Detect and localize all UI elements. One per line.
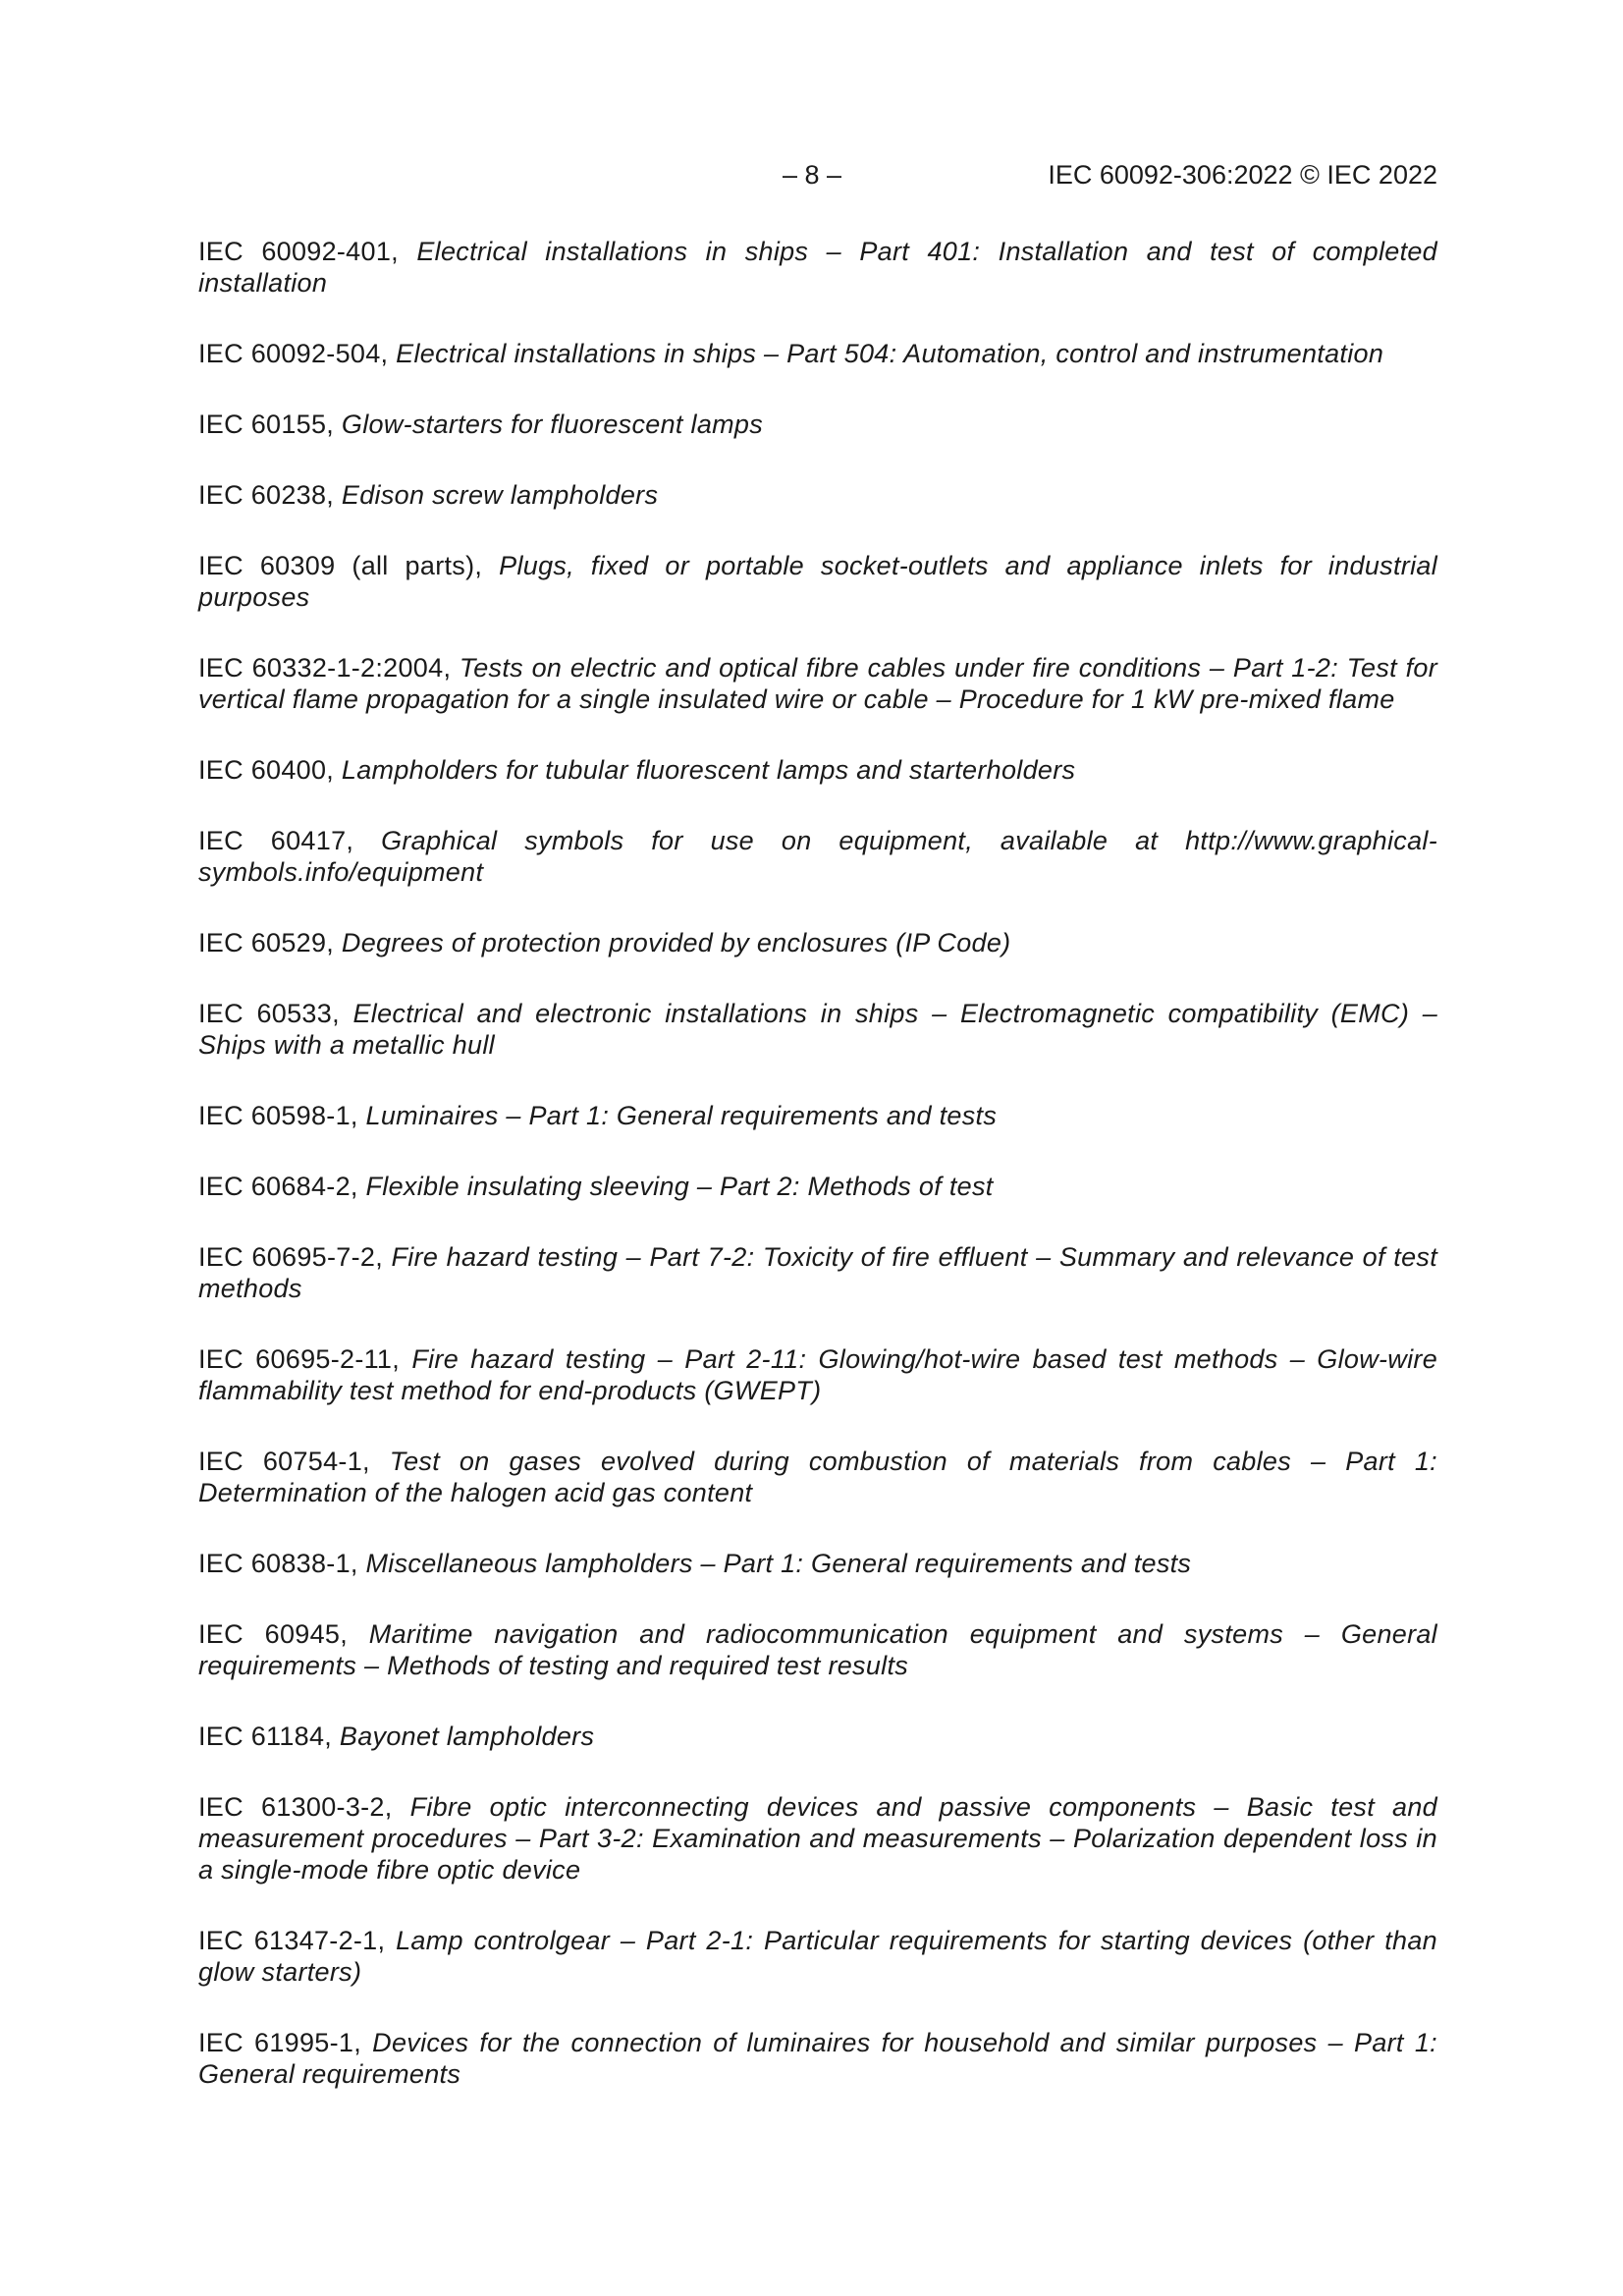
reference-title: Electrical and electronic installations in ships – Electromagnetic compatibility (EMC) – Ships with a metallic hull — [198, 999, 1438, 1060]
reference-code: IEC 60417 — [198, 826, 347, 855]
reference-entry: IEC 60684-2, Flexible insulating sleeving – Part 2: Methods of test — [198, 1172, 994, 1201]
reference-code: IEC 61347-2-1 — [198, 1926, 378, 1955]
reference-title: Plugs, fixed or portable socket-outlets and appliance inlets for industrial purposes — [198, 551, 1437, 612]
page-number: – 8 – — [783, 160, 842, 190]
reference-title: Fibre optic interconnecting devices and passive components – Basic test and measurement procedures – Part 3-2: Examination and measurements – Polarization dependent loss in a single-mode fibre optic device — [198, 1792, 1437, 1885]
reference-code: IEC 60533 — [198, 999, 333, 1028]
reference-entry: IEC 60092-504, Electrical installations in ships – Part 504: Automation, control and instrumentation — [198, 339, 1384, 368]
reference-entry: IEC 60238, Edison screw lampholders — [198, 480, 659, 510]
reference-code: IEC 60754-1 — [198, 1447, 363, 1476]
normative-references-list — [198, 236, 1437, 2129]
reference-entry: IEC 61184, Bayonet lampholders — [198, 1722, 595, 1751]
reference-title: Lamp controlgear – Part 2-1: Particular requirements for starting devices (other than glow starters) — [198, 1926, 1437, 1987]
reference-title: Lampholders for tubular fluorescent lamps and starterholders — [341, 755, 1076, 785]
reference-entry: IEC 60309 (all parts), Plugs, fixed or portable socket-outlets and appliance inlets for industrial purposes — [198, 551, 1437, 612]
reference-entry: IEC 60754-1, Test on gases evolved during combustion of materials from cables – Part 1: Determination of the halogen acid gas content — [198, 1447, 1437, 1507]
reference-title: Bayonet lampholders — [339, 1722, 595, 1751]
reference-code: IEC 60684-2 — [198, 1172, 351, 1201]
reference-entry: IEC 61347-2-1, Lamp controlgear – Part 2-1: Particular requirements for starting devices (other than glow starters) — [198, 1926, 1437, 1987]
reference-entry: IEC 60092-401, Electrical installations in ships – Part 401: Installation and test of completed installation — [198, 237, 1437, 298]
reference-entry: IEC 60945, Maritime navigation and radiocommunication equipment and systems – General requirements – Methods of testing and required test results — [198, 1619, 1437, 1680]
reference-code: IEC 60238 — [198, 480, 327, 510]
reference-code: IEC 60695-7-2 — [198, 1242, 376, 1272]
reference-title: Luminaires – Part 1: General requirements and tests — [365, 1101, 998, 1130]
reference-title: Edison screw lampholders — [341, 480, 659, 510]
page-header — [198, 157, 1437, 192]
reference-title: Fire hazard testing – Part 2-11: Glowing/hot-wire based test methods – Glow-wire flammability test method for end-products (GWEPT) — [198, 1344, 1438, 1405]
reference-code: IEC 60598-1 — [198, 1101, 351, 1130]
reference-entry: IEC 61995-1, Devices for the connection of luminaires for household and similar purposes – Part 1: General requirements — [198, 2028, 1437, 2089]
reference-title: Devices for the connection of luminaires for household and similar purposes – Part 1: General requirements — [198, 2028, 1437, 2089]
reference-code: IEC 60092-401 — [198, 237, 392, 266]
reference-code: IEC 60400 — [198, 755, 327, 785]
reference-code: IEC 61184 — [198, 1722, 325, 1751]
reference-code: IEC 60529 — [198, 928, 327, 957]
reference-entry: IEC 60400, Lampholders for tubular fluorescent lamps and starterholders — [198, 755, 1076, 785]
reference-entry: IEC 61300-3-2, Fibre optic interconnecting devices and passive components – Basic test and measurement procedures – Part 3-2: Examination and measurements – Polarization dependent loss in a single-mode fibre optic device — [198, 1792, 1437, 1885]
reference-entry: IEC 60838-1, Miscellaneous lampholders – Part 1: General requirements and tests — [198, 1549, 1192, 1578]
reference-title: Test on gases evolved during combustion of materials from cables – Part 1: Determination of the halogen acid gas content — [198, 1447, 1437, 1507]
document-identifier: IEC 60092-306:2022 © IEC 2022 — [1048, 160, 1437, 190]
reference-title: Flexible insulating sleeving – Part 2: Methods of test — [365, 1172, 994, 1201]
reference-code: IEC 61995-1 — [198, 2028, 354, 2057]
reference-title: Glow-starters for fluorescent lamps — [341, 410, 764, 439]
reference-entry: IEC 60598-1, Luminaires – Part 1: General requirements and tests — [198, 1101, 998, 1130]
reference-code: IEC 60309 (all parts) — [198, 551, 475, 580]
reference-entry: IEC 60695-7-2, Fire hazard testing – Part 7-2: Toxicity of fire effluent – Summary and relevance of test methods — [198, 1242, 1437, 1303]
reference-code: IEC 60945 — [198, 1619, 341, 1649]
reference-title: Miscellaneous lampholders – Part 1: General requirements and tests — [365, 1549, 1192, 1578]
reference-title: Maritime navigation and radiocommunication equipment and systems – General requirements – Methods of testing and required test results — [198, 1619, 1437, 1680]
reference-entry: IEC 60417, Graphical symbols for use on equipment, available at http://www.graphical-symbols.info/equipment — [198, 826, 1437, 887]
reference-code: IEC 60155 — [198, 410, 327, 439]
reference-title: Tests on electric and optical fibre cables under fire conditions – Part 1-2: Test for vertical flame propagation for a single insulated wire or cable – Procedure for 1 kW pre-mixed flame — [198, 653, 1437, 714]
reference-entry: IEC 60332-1-2:2004, Tests on electric and optical fibre cables under fire conditions – Part 1-2: Test for vertical flame propagation for a single insulated wire or cable – Procedure for 1 kW pre-mixed flame — [198, 653, 1437, 714]
reference-code: IEC 61300-3-2 — [198, 1792, 385, 1822]
reference-entry: IEC 60529, Degrees of protection provided by enclosures (IP Code) — [198, 928, 1011, 957]
reference-entry: IEC 60533, Electrical and electronic installations in ships – Electromagnetic compatibility (EMC) – Ships with a metallic hull — [198, 999, 1438, 1060]
reference-entry: IEC 60155, Glow-starters for fluorescent lamps — [198, 410, 764, 439]
reference-code: IEC 60092-504 — [198, 339, 381, 368]
reference-title: Degrees of protection provided by enclosures (IP Code) — [341, 928, 1011, 957]
reference-code: IEC 60332-1-2:2004 — [198, 653, 444, 683]
reference-entry: IEC 60695-2-11, Fire hazard testing – Part 2-11: Glowing/hot-wire based test methods – Glow-wire flammability test method for end-products (GWEPT) — [198, 1344, 1438, 1405]
reference-title: Fire hazard testing – Part 7-2: Toxicity of fire effluent – Summary and relevance of test methods — [198, 1242, 1437, 1303]
reference-title: Graphical symbols for use on equipment, available at http://www.graphical-symbols.info/equipment — [198, 826, 1437, 887]
reference-code: IEC 60695-2-11 — [198, 1344, 393, 1374]
reference-code: IEC 60838-1 — [198, 1549, 351, 1578]
reference-title: Electrical installations in ships – Part 504: Automation, control and instrumentation — [396, 339, 1384, 368]
reference-title: Electrical installations in ships – Part 401: Installation and test of completed installation — [198, 237, 1437, 298]
